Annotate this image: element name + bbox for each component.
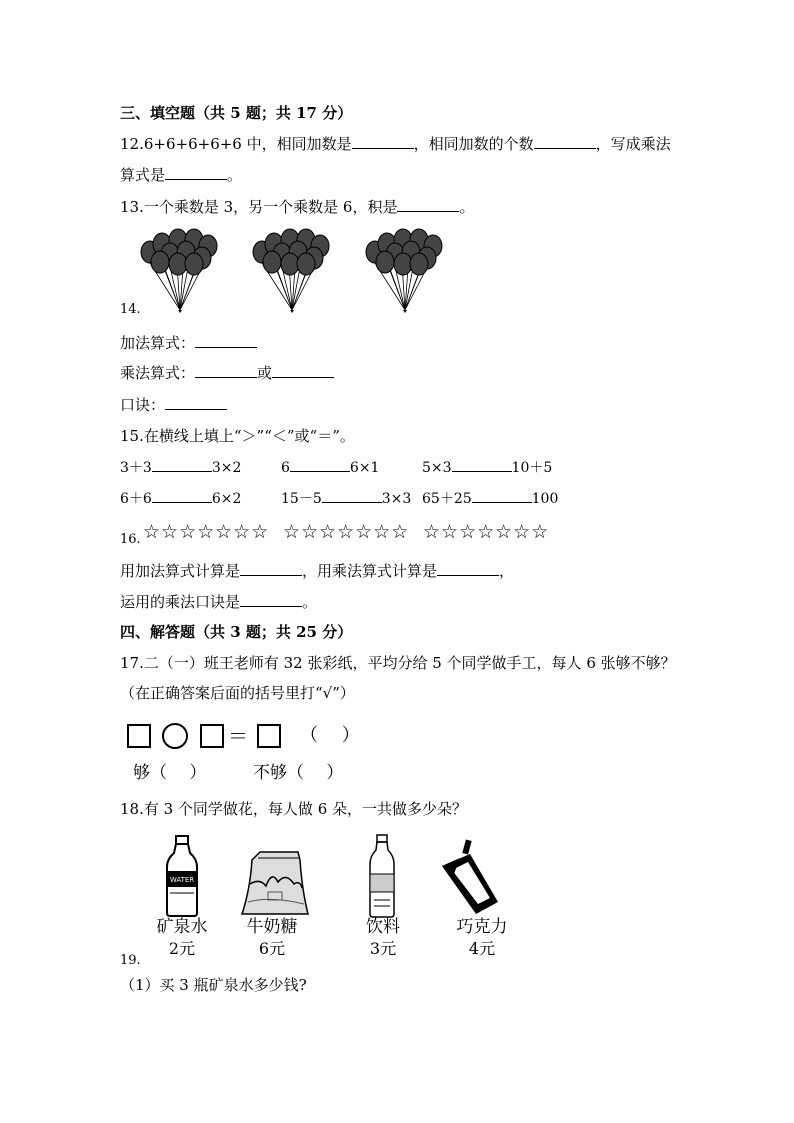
section-3-heading: 三、填空题（共 5 题；共 17 分） [120, 104, 353, 122]
compare-item: 15－5 3×3 [281, 488, 411, 509]
equation-box[interactable] [127, 724, 151, 748]
product-price: 4元 [468, 939, 496, 958]
drink-bottle-icon [368, 834, 396, 918]
q16-line-2: 运用的乘法口诀是 。 [120, 593, 318, 611]
question-17-note: （在正确答案后面的括号里打“√”） [120, 684, 355, 702]
answer-blank[interactable] [195, 363, 257, 378]
section-4-heading: 四、解答题（共 3 题；共 25 分） [120, 623, 353, 641]
operator-circle[interactable] [162, 723, 188, 749]
answer-blank[interactable] [165, 165, 227, 180]
answer-blank[interactable] [352, 134, 414, 149]
question-18: 18.有 3 个同学做花，每人做 6 朵，一共做多少朵？ [120, 800, 468, 818]
equation-box[interactable] [200, 724, 224, 748]
star-group: ☆☆☆☆☆☆☆ [423, 521, 550, 543]
product-name: 巧克力 [456, 917, 508, 937]
balloon-bunch-icon [365, 230, 445, 312]
water-bottle-icon [164, 835, 200, 917]
enough-option[interactable]: 够（ ） [133, 763, 207, 783]
q16-line-1: 用加法算式计算是 ，用乘法算式计算是 ， [120, 562, 515, 580]
balloon-bunch-icon [252, 230, 332, 312]
q14-multiplication-line: 乘法算式： 或 [120, 363, 334, 383]
question-19-part-1: （1）买 3 瓶矿泉水多少钱? [120, 976, 307, 994]
compare-item: 5×3 10＋5 [422, 457, 552, 478]
product-name: 牛奶糖 [246, 917, 298, 937]
answer-blank[interactable] [240, 592, 302, 607]
product-price: 3元 [369, 939, 397, 958]
star-group: ☆☆☆☆☆☆☆ [283, 521, 410, 543]
equals-sign: ＝ [228, 724, 248, 748]
compare-item: 6＋6 6×2 [120, 488, 241, 509]
question-19-number: 19. [120, 953, 141, 968]
equation-box[interactable] [257, 724, 281, 748]
candy-bag-icon [240, 850, 310, 916]
product-price: 2元 [168, 939, 196, 958]
not-enough-option[interactable]: 不够（ ） [253, 763, 344, 783]
star-group: ☆☆☆☆☆☆☆ [143, 521, 270, 543]
product-name: 矿泉水 [156, 917, 208, 937]
q14-addition-line: 加法算式： [120, 333, 257, 353]
answer-blank[interactable] [437, 561, 499, 576]
question-15: 15.在横线上填上“＞”“＜”或“＝”。 [120, 427, 355, 445]
compare-item: 6 6×1 [281, 457, 379, 478]
answer-blank[interactable] [452, 457, 512, 472]
answer-blank[interactable] [152, 488, 212, 503]
answer-paren[interactable]: （ ） [300, 725, 360, 746]
answer-blank[interactable] [322, 488, 382, 503]
product-name: 饮料 [366, 917, 400, 937]
answer-blank[interactable] [195, 333, 257, 348]
answer-blank[interactable] [534, 134, 596, 149]
product-price: 6元 [258, 939, 286, 958]
balloon-bunch-icon [140, 230, 220, 312]
chocolate-bar-icon [438, 840, 502, 916]
answer-blank[interactable] [165, 395, 227, 410]
question-16-number: 16. [120, 532, 141, 547]
question-13: 13.一个乘数是 3，另一个乘数是 6，积是 。 [120, 198, 475, 216]
compare-item: 65＋25 100 [422, 488, 558, 509]
answer-blank[interactable] [152, 457, 212, 472]
question-17: 17.二（一）班王老师有 32 张彩纸，平均分给 5 个同学做手工，每人 6 张够不够？ [120, 654, 676, 672]
question-12-cont: 算式是 。 [120, 166, 243, 184]
answer-blank[interactable] [472, 488, 532, 503]
q14-rhyme-line: 口诀： [120, 395, 227, 415]
compare-item: 3＋3 3×2 [120, 457, 241, 478]
answer-blank[interactable] [397, 197, 459, 212]
svg-text:WATER: WATER [169, 876, 195, 884]
question-14-number: 14. [120, 302, 141, 317]
answer-blank[interactable] [290, 457, 350, 472]
question-12: 12.6+6+6+6+6 中，相同加数是 ，相同加数的个数 ，写成乘法 [120, 135, 671, 153]
answer-blank[interactable] [240, 561, 302, 576]
answer-blank[interactable] [272, 363, 334, 378]
